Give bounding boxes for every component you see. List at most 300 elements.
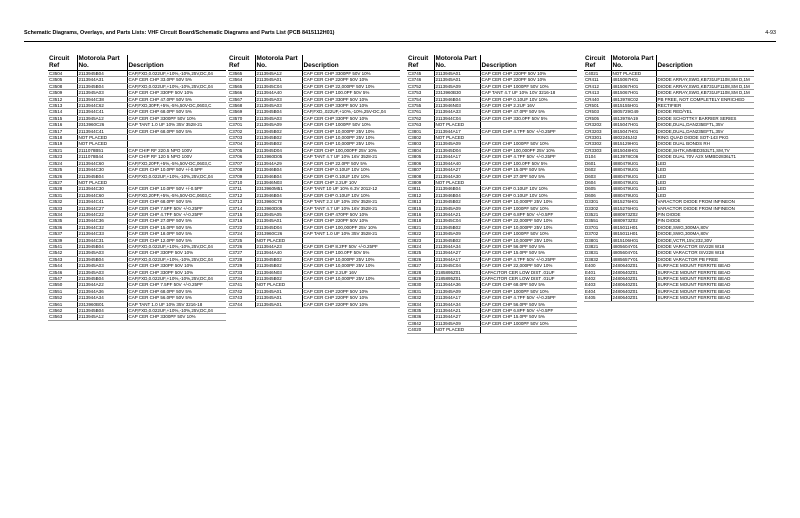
description-cell: CAP,FXD,0.022UF,+10%,-10%,25V,DC,04 (127, 256, 226, 262)
part-number-cell: 2113945A01 (255, 77, 302, 83)
circuit-ref-cell: D604 (584, 179, 611, 185)
part-number-cell: NOT PLACED (255, 282, 302, 288)
circuit-ref-cell: C3712 (228, 192, 255, 198)
part-number-cell: 4815011H01 (611, 224, 656, 230)
description-cell: CAP CER CHP 100,000PF 25V 10% (480, 147, 577, 153)
description-cell: CAP CER CHP 22.0PF 50V 5% (302, 160, 400, 166)
part-number-cell: 4880479U01 (611, 179, 656, 185)
description-cell: CAP CER CHP 10,000PF 25V 10% (480, 237, 577, 243)
description-cell: CAP CER CHP 6.8PF 50V +/-0.5PF (480, 211, 577, 217)
part-number-cell: 4880479U01 (611, 186, 656, 192)
page-header (24, 30, 776, 36)
description-cell: CAP CER CHP 10,000PF 25V 10% (302, 141, 400, 147)
description-cell: CAP CER CHP 1000PF 50V 10% (302, 122, 400, 128)
table-row (48, 314, 226, 320)
description-cell: PIN DIODE (656, 218, 754, 224)
part-number-cell: 2313960C26 (255, 231, 302, 237)
description-cell: CAP CER CHP 1000PF 50V 10% (480, 320, 577, 326)
description-cell: CAP CER CHP 0.10UF 10V 10% (302, 192, 400, 198)
part-number-cell: 2113945B02 (434, 224, 480, 230)
circuit-ref-cell: C4020 (407, 327, 434, 333)
table-row (407, 327, 577, 333)
circuit-ref-cell: C3813 (407, 199, 434, 205)
circuit-ref-cell: C3725 (228, 237, 255, 243)
part-number-cell: 2313960B30 (434, 90, 480, 96)
circuit-ref-cell: C3526 (48, 173, 77, 179)
circuit-ref-cell: C3705 (228, 147, 255, 153)
description-cell: CAP,FXD,20PF,+5%,-5%,50V-DC,0603,C (127, 192, 226, 198)
circuit-ref-cell: C3836 (407, 314, 434, 320)
description-cell: CAP CER CHP 22,000PF 50V 10% (302, 83, 400, 89)
circuit-ref-cell: D3521 (584, 211, 611, 217)
circuit-ref-cell: C3703 (228, 135, 255, 141)
description-cell: CAP,FXD,.022UF,+10%,-10%,25V-DC,04 (302, 109, 400, 115)
description-cell: RING QUAD DIODE SOT-143 PKG (656, 135, 754, 141)
part-number-cell: 2113945B04 (77, 83, 127, 89)
part-number-cell: 2113944A17 (434, 256, 480, 262)
circuit-ref-cell: E402 (584, 276, 611, 282)
description-cell: CAP CER CHP 4.7PF 50V +/-0.25PF (127, 211, 226, 217)
parts-table-column-4 (584, 55, 754, 302)
description-cell: CAP CER CHP 22,000PF 50V 10% (480, 218, 577, 224)
description-cell: CAP CER CHP 330PF 50V 10% (302, 96, 400, 102)
description-cell: CAP CER CHP 220PF 50V 10% (302, 301, 400, 307)
part-number-cell: 2113946B04 (434, 186, 480, 192)
description-cell: CAP,FXD,0.022UF,+10%,-10%,25V,DC,04 (127, 308, 226, 314)
circuit-ref-cell: C3513 (48, 103, 77, 109)
part-number-cell: 2113944A27 (434, 314, 480, 320)
part-number-cell: 2113944A40 (434, 160, 480, 166)
header-rule (24, 41, 776, 42)
description-cell: CAP CER CHP 470PF 50V 10% (302, 211, 400, 217)
circuit-ref-cell: C3706 (228, 154, 255, 160)
description-cell: SURFACE MOUNT FERRITE BEAD (656, 263, 754, 269)
description-cell: CAP CER CHP 10,000PF 25V 10% (302, 256, 400, 262)
part-number-cell: 2113944C31 (77, 237, 127, 243)
description-cell: CAP CER CHP 2.2UF 16V (302, 269, 400, 275)
description-cell: CAP CER CHP 15.0PF 50V 5% (127, 224, 226, 230)
part-number-cell: 2185895Z01 (434, 269, 480, 275)
description-cell: CAP CER CHP 18.0PF 50V 5% (127, 231, 226, 237)
description-cell: CAP CER CHP 7.5PF 50V +/-0.25PF (127, 205, 226, 211)
part-number-cell: 2313960M51 (255, 186, 302, 192)
part-number-cell: 4880479U01 (611, 173, 656, 179)
description-cell: CAP CER CHP 330.0PF 50V 5% (480, 115, 577, 121)
circuit-ref-cell: CR3203 (584, 128, 611, 134)
circuit-ref-cell: C3763 (407, 122, 434, 128)
part-number-cell: 2113945B04 (77, 276, 127, 282)
part-number-cell: 2113944A34 (77, 295, 127, 301)
circuit-ref-cell: D3701 (584, 224, 611, 230)
circuit-ref-cell: C3566 (228, 90, 255, 96)
part-number-cell: 2113944C41 (77, 128, 127, 134)
circuit-ref-cell: C3525 (48, 167, 77, 173)
part-number-cell: 4815276H01 (611, 199, 656, 205)
circuit-ref-cell: C3801 (407, 128, 434, 134)
part-number-cell: 2113945B02 (434, 199, 480, 205)
circuit-ref-cell: E404 (584, 288, 611, 294)
description-cell: CAP CER CHP 56.0PF 50V 5% (480, 301, 577, 307)
part-number-cell: 2113944A21 (434, 308, 480, 314)
description-cell: DIODE,VCTR,15V,232,30V (656, 237, 754, 243)
part-number-cell: 2113945A01 (434, 77, 480, 83)
circuit-ref-cell: C3518 (48, 135, 77, 141)
circuit-ref-cell: C3521 (48, 147, 77, 153)
header-circuit-ref: Circuit Ref (584, 55, 611, 71)
circuit-ref-cell: C3504 (48, 71, 77, 77)
description-cell: CAP CER CHP 220PF 50V 10% (302, 288, 400, 294)
part-number-cell: 2113945A09 (434, 231, 480, 237)
table-row (584, 295, 754, 301)
parts-table (228, 55, 400, 308)
description-cell: CAP CER CHP 3300PF 50V 10% (302, 71, 400, 77)
circuit-ref-cell: D104 (584, 154, 611, 160)
circuit-ref-cell: C3834 (407, 301, 434, 307)
circuit-ref-cell: C3804 (407, 147, 434, 153)
circuit-ref-cell: C3704 (228, 141, 255, 147)
description-cell: CAP CER CHP 0.10UF 10V 10% (302, 173, 400, 179)
parts-table (584, 55, 754, 302)
circuit-ref-cell: C3710 (228, 179, 255, 185)
description-cell: DIODE VARACTOR ISV228 W18 (656, 250, 754, 256)
description-cell: DIODE DUAL BONDS RH (656, 141, 754, 147)
description-cell (480, 327, 577, 333)
description-cell: CAP CER CHP 68.0PF 50V 5% (127, 109, 226, 115)
header-description: Description (302, 55, 400, 71)
part-number-cell: 2113945B02 (434, 237, 480, 243)
part-number-cell: 2113946B04 (434, 96, 480, 102)
description-cell: CAP CER CHP 33.0PF 50V 5% (127, 77, 226, 83)
circuit-ref-cell: C3541 (48, 243, 77, 249)
description-cell: CAP CER CHP 330PF 50V 10% (127, 263, 226, 269)
circuit-ref-cell: C3825 (407, 250, 434, 256)
part-number-cell: 4805729G49 (611, 109, 656, 115)
description-cell: CAP,FXD,0.022UF,+10%,-10%,25V,DC,04 (127, 276, 226, 282)
circuit-ref-cell: C3544 (48, 263, 77, 269)
circuit-ref-cell: CR503 (584, 109, 611, 115)
description-cell: LED (656, 179, 754, 185)
part-number-cell: 2113944C22 (77, 211, 127, 217)
circuit-ref-cell: C3822 (407, 231, 434, 237)
part-number-cell: 2113944A17 (434, 295, 480, 301)
description-cell: CAP CER CHP 100,000PF 25V 10% (302, 224, 400, 230)
part-number-cell: 2113945A12 (77, 115, 127, 121)
circuit-ref-cell: C3552 (48, 295, 77, 301)
part-number-cell: NOT PLACED (434, 122, 480, 128)
description-cell: CAP CER CHP 10.0PF 50V +/-0.5PF (127, 186, 226, 192)
circuit-ref-cell: C3715 (228, 211, 255, 217)
circuit-ref-cell: C3811 (407, 186, 434, 192)
circuit-ref-cell: C3711 (228, 186, 255, 192)
circuit-ref-cell: C3569 (228, 109, 255, 115)
part-number-cell: 4815011H01 (611, 231, 656, 237)
part-number-cell: 2113944C27 (77, 205, 127, 211)
description-cell: DIODE,SHTK,MMBD353LT1,SM,7V (656, 147, 754, 153)
description-cell: PB FREE, NOT COMPLETELY ENRICHED (656, 96, 754, 102)
description-cell: CAP CER CHP 0.10UF 10V 10% (302, 167, 400, 173)
circuit-ref-cell: C3724 (228, 231, 255, 237)
description-cell: CAP CER CHP 27.0PF 50V 5% (480, 173, 577, 179)
description-cell: DIODE ARRAY,SWG,KB731UF1108,SM D,1M (656, 77, 754, 83)
part-number-cell: 2113945A09 (255, 122, 302, 128)
part-number-cell: 2480640Z01 (611, 269, 656, 275)
part-number-cell: 2113944A36 (434, 282, 480, 288)
header-description: Description (127, 55, 226, 71)
description-cell: SURFACE MOUNT FERRITE BEAD (656, 288, 754, 294)
circuit-ref-cell: C3515 (48, 115, 77, 121)
description-cell: CAP CER CHP 330PF 50V 10% (302, 115, 400, 121)
part-number-cell: 2113946N03 (434, 103, 480, 109)
header-part-no: Motorola Part No. (255, 55, 302, 71)
description-cell: CAP CER CHP 10,000PF 25V 10% (302, 276, 400, 282)
description-cell: CAP,FXD,0.022UF,+10%,-10%,25V,DC,04 (127, 83, 226, 89)
part-number-cell: 2113944C62 (77, 103, 127, 109)
description-cell: CAP CER CHP 15.0PF 50V 5% (480, 314, 577, 320)
description-cell: CAP CER CHP 330PF 50V 10% (127, 250, 226, 256)
page-number: 4-93 (765, 30, 776, 36)
circuit-ref-cell: C3516 (48, 122, 77, 128)
circuit-ref-cell: C3524 (48, 160, 77, 166)
circuit-ref-cell: C3805 (407, 154, 434, 160)
circuit-ref-cell: C3742 (228, 288, 255, 294)
part-number-cell: 2113944A30 (434, 173, 480, 179)
circuit-ref-cell: D606 (584, 192, 611, 198)
circuit-ref-cell: CR501 (584, 103, 611, 109)
circuit-ref-cell: D3301 (584, 199, 611, 205)
circuit-ref-cell: C3709 (228, 173, 255, 179)
part-number-cell: 2113945C04 (255, 83, 302, 89)
part-number-cell: 4880479U01 (611, 167, 656, 173)
part-number-cell: 2113945A03 (77, 263, 127, 269)
circuit-ref-cell: C3713 (228, 199, 255, 205)
circuit-ref-cell: C3536 (48, 224, 77, 230)
circuit-ref-cell: C3828 (407, 269, 434, 275)
part-number-cell: 2113945A03 (255, 96, 302, 102)
circuit-ref-cell: C3746 (407, 77, 434, 83)
description-cell: CAP CER CHP 56.0PF 50V 5% (480, 243, 577, 249)
header-description: Description (480, 55, 577, 71)
description-cell: CAP,FXD,20PF,+5%,-5%,50V-DC,0603,C (127, 160, 226, 166)
part-number-cell: 2113946B04 (255, 173, 302, 179)
description-cell: DIODE DUAL 70V A2X MMBD2836LT1 (656, 154, 754, 160)
part-number-cell: 2111078B44 (77, 154, 127, 160)
circuit-ref-cell: C3744 (228, 301, 255, 307)
circuit-ref-cell: C3565 (228, 71, 255, 77)
part-number-cell: 2113945A01 (255, 295, 302, 301)
description-cell: SURFACE MOUNT FERRITE BEAD (656, 269, 754, 275)
circuit-ref-cell: D3302 (584, 205, 611, 211)
description-cell: LED (656, 167, 754, 173)
page-header-title: Schematic Diagrams, Overlays, and Parts Lists: VHF Circuit Board/Schematic Diagrams and Parts List (PCB 8415112H01) (24, 30, 335, 36)
part-number-cell: 2480640Z01 (611, 282, 656, 288)
part-number-cell: 2113946N03 (255, 179, 302, 185)
description-cell: DIODE ARRAY,SWG,KB731UF1108,SM D,1M (656, 90, 754, 96)
part-number-cell: 2113944C33 (77, 231, 127, 237)
circuit-ref-cell: C3517 (48, 128, 77, 134)
parts-table-column-2 (228, 55, 400, 308)
part-number-cell: 2113945C04 (434, 218, 480, 224)
part-number-cell: 4813978C02 (611, 96, 656, 102)
part-number-cell: 4805604Y01 (611, 243, 656, 249)
part-number-cell: 2113944C38 (77, 96, 127, 102)
part-number-cell: NOT PLACED (77, 141, 127, 147)
part-number-cell: 2113944A34 (434, 301, 480, 307)
part-number-cell: 4880973Z02 (611, 218, 656, 224)
circuit-ref-cell: CR412 (584, 83, 611, 89)
circuit-ref-cell: C3823 (407, 237, 434, 243)
description-cell: CAP CHIP RF 120 5 NPO 100V (127, 154, 226, 160)
circuit-ref-cell: C3818 (407, 218, 434, 224)
part-number-cell: 2113945B02 (255, 256, 302, 262)
circuit-ref-cell: C3741 (228, 282, 255, 288)
part-number-cell: NOT PLACED (434, 135, 480, 141)
description-cell: CAP CER CHP 100.0PF 50V 5% (480, 160, 577, 166)
description-cell: LED (656, 186, 754, 192)
description-cell: CAP CER CHP 1000PF 50V 10% (480, 83, 577, 89)
description-cell: LED (656, 192, 754, 198)
description-cell: CAP CER CHP 0.10UF 10V 10% (480, 96, 577, 102)
part-number-cell: NOT PLACED (255, 237, 302, 243)
circuit-ref-cell: C3745 (407, 71, 434, 77)
circuit-ref-cell: C3562 (48, 308, 77, 314)
part-number-cell: 2113944C60 (77, 192, 127, 198)
description-cell: CAP CER CHP 1000PF 50V 10% (480, 141, 577, 147)
part-number-cell: NOT PLACED (434, 327, 480, 333)
part-number-cell: 4815047H01 (611, 128, 656, 134)
circuit-ref-cell: C3733 (228, 269, 255, 275)
part-number-cell: 2113944C41 (77, 199, 127, 205)
circuit-ref-cell: C3537 (48, 231, 77, 237)
description-cell: CAP CER CHP 4.7PF 50V +/-0.25PF (480, 295, 577, 301)
part-number-cell: 4815067H01 (611, 90, 656, 96)
part-number-cell: 2113945B04 (77, 256, 127, 262)
description-cell: CAP,FXD,0.022UF,+10%,-10%,25V,DC,04 (127, 173, 226, 179)
circuit-ref-cell: C3831 (407, 288, 434, 294)
description-cell: CAP CER CHP 10,000PF 25V 10% (302, 135, 400, 141)
description-cell: CAP CER CHP 3300PF 50V 10% (127, 314, 226, 320)
circuit-ref-cell: D3801 (584, 237, 611, 243)
circuit-ref-cell: CR3202 (584, 122, 611, 128)
part-number-cell: 2113944A27 (434, 250, 480, 256)
circuit-ref-cell: C3527 (48, 179, 77, 185)
part-number-cell: 2113945B04 (77, 308, 127, 314)
description-cell: CAP CER CHP 10,000PF 25V 10% (480, 199, 577, 205)
part-number-cell: 2113945A03 (255, 103, 302, 109)
circuit-ref-cell: CR505 (584, 115, 611, 121)
circuit-ref-cell: C3803 (407, 141, 434, 147)
circuit-ref-cell: C3826 (407, 256, 434, 262)
circuit-ref-cell: D3702 (584, 231, 611, 237)
parts-table-column-1 (48, 55, 226, 321)
description-cell: CAP CER CHP 8.2PF 50V +/-0.25PF (302, 243, 400, 249)
description-cell: CAP CER CHP 1000PF 50V 10% (480, 205, 577, 211)
description-cell: CAP CER CHP 4.7PF 50V +/-0.25PF (480, 154, 577, 160)
description-cell: CAP TANT 4.7 UF 10% 16V 3528-21 (302, 205, 400, 211)
part-number-cell: 2113945A01 (255, 218, 302, 224)
description-cell: CAP CER CHP 12.0PF 50V 5% (127, 237, 226, 243)
description-cell: CAP CER CHP 220PF 50V 10% (302, 218, 400, 224)
circuit-ref-cell: C3753 (407, 90, 434, 96)
part-number-cell: 2480640Z01 (611, 295, 656, 301)
part-number-cell: 2113944C41 (77, 109, 127, 115)
circuit-ref-cell: E403 (584, 282, 611, 288)
description-cell: CAP CER CHP 2.2UF 10V (302, 179, 400, 185)
part-number-cell: 2113944C30 (77, 167, 127, 173)
description-cell: CAP CER CHP 22,000PF 50V 10% (480, 263, 577, 269)
circuit-ref-cell: D3831 (584, 250, 611, 256)
circuit-ref-cell: C3716 (228, 218, 255, 224)
part-number-cell: 2113945B04 (77, 71, 127, 77)
part-number-cell: 4880479U01 (611, 192, 656, 198)
circuit-ref-cell: C3532 (48, 199, 77, 205)
description-cell: DIODE RED/YEL (656, 109, 754, 115)
description-cell: CAP CER CHP 10,000PF 25V 10% (480, 224, 577, 230)
part-number-cell: 2113945A12 (77, 314, 127, 320)
part-number-cell: 2480640Z01 (611, 263, 656, 269)
description-cell: VARACTOR DIODE FROM INFINEON (656, 205, 754, 211)
description-cell: LED (656, 160, 754, 166)
circuit-ref-cell: C3707 (228, 160, 255, 166)
part-number-cell: 2313960C78 (255, 199, 302, 205)
circuit-ref-cell: C3835 (407, 308, 434, 314)
circuit-ref-cell: C3543 (48, 256, 77, 262)
circuit-ref-cell: C3743 (228, 295, 255, 301)
part-number-cell: 4880479U01 (611, 160, 656, 166)
circuit-ref-cell: C3722 (228, 224, 255, 230)
description-cell: CAPACITOR CER LOW DIST .01UF (480, 269, 577, 275)
circuit-ref-cell: CR413 (584, 90, 611, 96)
description-cell: CAP CHIP RF 220.5 NPO 100V (127, 147, 226, 153)
circuit-ref-cell: C3561 (48, 301, 77, 307)
description-cell: CAP CER CHP 27.0PF 50V 5% (127, 218, 226, 224)
part-number-cell: 2113944C30 (77, 186, 127, 192)
description-cell: CAP TANT 2.2 UF 10% 20V 3528-21 (302, 199, 400, 205)
circuit-ref-cell: C3519 (48, 141, 77, 147)
circuit-ref-cell: C3534 (48, 211, 77, 217)
description-cell: CAP CER CHP 100.0PF 50V 5% (302, 90, 400, 96)
header-circuit-ref: Circuit Ref (48, 55, 77, 71)
circuit-ref-cell: C3702 (228, 128, 255, 134)
description-cell: CAP,FXD,0.022UF,+10%,-10%,25V,DC,04 (127, 243, 226, 249)
description-cell: CAPACITOR CER LOW DIST .01UF (480, 276, 577, 282)
part-number-cell: NOT PLACED (611, 71, 656, 77)
part-number-cell: 4813978A19 (611, 115, 656, 121)
part-number-cell: 2113946B04 (255, 192, 302, 198)
circuit-ref-cell: D602 (584, 167, 611, 173)
circuit-ref-cell: C3714 (228, 205, 255, 211)
part-number-cell: 2113945A03 (77, 90, 127, 96)
part-number-cell: 4880973Z02 (611, 211, 656, 217)
part-number-cell: NOT PLACED (77, 179, 127, 185)
circuit-ref-cell: E400 (584, 263, 611, 269)
part-number-cell: 2113944A23 (255, 243, 302, 249)
part-number-cell: 2113945B04 (255, 109, 302, 115)
part-number-cell: 2113944A36 (77, 288, 127, 294)
part-number-cell: 2113946B04 (255, 167, 302, 173)
circuit-ref-cell: C3547 (48, 276, 77, 282)
circuit-ref-cell: C3565 (228, 83, 255, 89)
description-cell: CAP CER CHP 1000PF 50V 10% (480, 231, 577, 237)
part-number-cell: 2113944C04 (434, 115, 480, 121)
part-number-cell: 4815048H01 (611, 147, 656, 153)
description-cell: CAP CER CHP 15.0PF 50V 5% (480, 250, 577, 256)
circuit-ref-cell: C3551 (48, 288, 77, 294)
circuit-ref-cell: C3563 (48, 314, 77, 320)
part-number-cell: 2113944A33 (434, 109, 480, 115)
description-cell: CAP CER CHP 47.0PF 50V 5% (127, 96, 226, 102)
part-number-cell: 2113945D04 (434, 147, 480, 153)
description-cell: PIN DIODE (656, 211, 754, 217)
